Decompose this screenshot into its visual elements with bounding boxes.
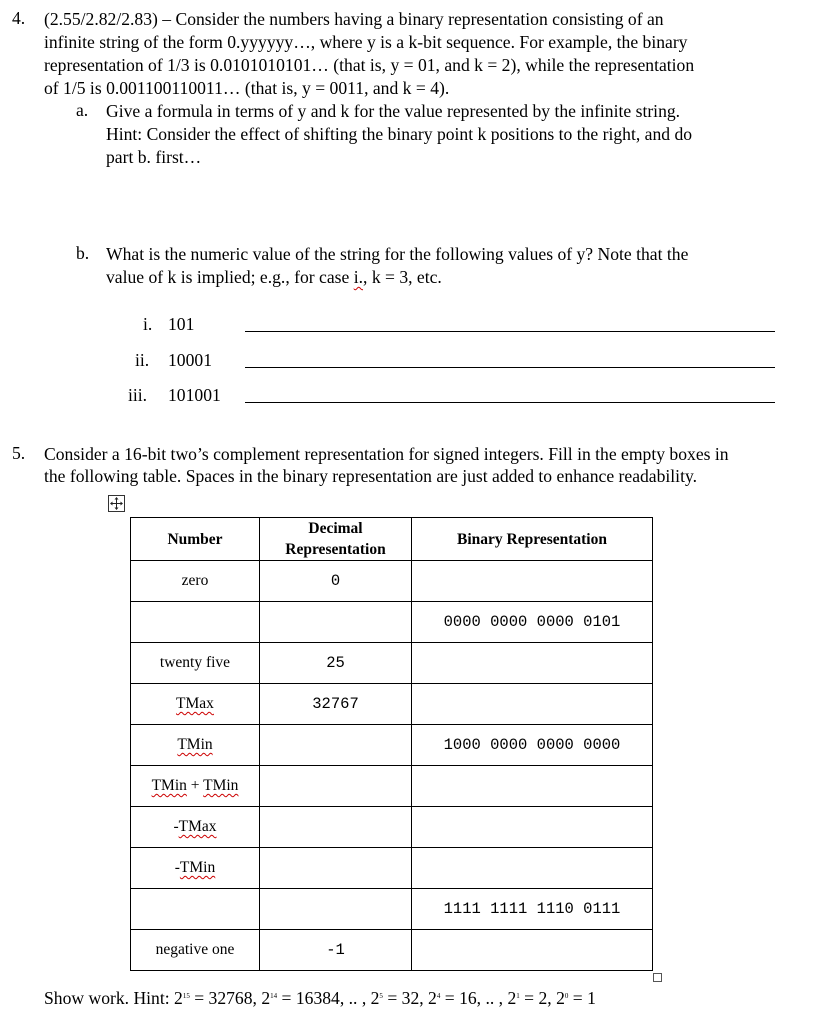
header-binary: Binary Representation [412,518,653,561]
question-4-number: 4. [12,8,26,28]
table-row [131,766,653,807]
tmin-label: TMin [177,736,213,753]
minus-sign: - [173,818,179,835]
tmax-label: TMax [176,695,214,712]
case-reference: i. [353,267,364,287]
cell-binary: 1111 1111 1110 0111 [412,889,653,930]
cell-binary[interactable] [412,643,653,684]
hint-exp: 1 [516,992,520,1000]
cell-decimal[interactable] [260,602,412,643]
table-header-row [131,518,653,561]
question-5-number: 5. [12,443,26,463]
hint-lead: Show work. Hint: 2 [44,988,183,1008]
hint-val: = 16384, .. , 2 [277,988,380,1008]
cell-binary[interactable] [412,930,653,971]
hint-val: = 2, 2 [519,988,565,1008]
item-iii-value: 101001 [168,385,221,405]
hint-val: = 16, .. , 2 [440,988,517,1008]
cell-decimal: 25 [260,643,412,684]
cell-number [131,684,260,725]
part-a-line-2: Hint: Consider the effect of shifting the binary point k positions to the right, and do [106,124,693,144]
answer-blank-ii[interactable] [245,367,775,368]
hint-exp: 0 [564,992,569,1000]
twos-complement-table [130,517,653,971]
item-iii-label: iii. [128,385,148,405]
cell-number: zero [131,561,260,602]
hint-exp: 4 [436,992,441,1000]
cell-binary: 0000 0000 0000 0101 [412,602,653,643]
cell-decimal[interactable] [260,848,412,889]
hint-val: = 32, 2 [382,988,437,1008]
question-5-line-1: Consider a 16-bit two’s complement representation for signed integers. Fill in the empty boxes in [44,444,729,464]
cell-number [131,725,260,766]
cell-decimal: -1 [260,930,412,971]
cell-number [131,766,260,807]
cell-decimal: 32767 [260,684,412,725]
part-b-line-1: What is the numeric value of the string for the following values of y? Note that the [106,244,689,264]
item-i-label: i. [143,314,153,334]
hint-exp: 5 [379,992,383,1000]
cell-binary: 1000 0000 0000 0000 [412,725,653,766]
cell-number[interactable] [131,889,260,930]
cell-decimal[interactable] [260,807,412,848]
table-row [131,848,653,889]
cell-binary[interactable] [412,561,653,602]
table-row [131,725,653,766]
question-4-line-4: of 1/5 is 0.001100110011… (that is, y = 0011, and k = 4). [44,78,450,98]
cell-binary[interactable] [412,807,653,848]
cell-decimal[interactable] [260,766,412,807]
cell-decimal[interactable] [260,725,412,766]
answer-blank-i[interactable] [245,331,775,332]
item-i-value: 101 [168,314,195,334]
minus-sign: - [174,859,180,876]
hint-val: = 1 [568,988,596,1008]
question-4-line-2: infinite string of the form 0.yyyyyy…, where y is a k-bit sequence. For example, the binary [44,32,688,52]
header-decimal-line-1: Decimal [308,520,363,537]
part-b-line-2-post: , k = 3, etc. [363,267,442,287]
cell-binary[interactable] [412,684,653,725]
tmin-label: TMin [179,859,216,876]
plus-sign: + [186,777,204,794]
header-decimal [260,518,412,561]
header-number: Number [131,518,260,561]
question-5-line-2: the following table. Spaces in the binary representation are just added to enhance readability. [44,466,698,486]
item-ii-label: ii. [135,350,150,370]
table-row [131,930,653,971]
cell-decimal: 0 [260,561,412,602]
hint-exp: 14 [270,992,278,1000]
cell-number [131,848,260,889]
table-row [131,643,653,684]
part-a-line-1: Give a formula in terms of y and k for the value represented by the infinite string. [106,101,681,121]
cell-number[interactable] [131,602,260,643]
table-row [131,807,653,848]
part-a-label: a. [76,100,89,120]
hint-line [44,985,596,1009]
hint-val: = 32768, 2 [189,988,271,1008]
part-b-line-2-pre: value of k is implied; e.g., for case [106,267,354,287]
hint-exp: 15 [182,992,190,1000]
tmin-label-b: TMin [203,777,239,794]
item-ii-value: 10001 [168,350,212,370]
tmax-label: TMax [178,818,217,835]
cell-number [131,807,260,848]
table-row [131,561,653,602]
cell-decimal[interactable] [260,889,412,930]
question-4-line-1: (2.55/2.82/2.83) – Consider the numbers having a binary representation consisting of an [44,9,664,29]
table-row [131,684,653,725]
tmin-label-a: TMin [151,777,187,794]
cell-binary[interactable] [412,848,653,889]
part-b-label: b. [76,243,90,263]
header-decimal-line-2: Representation [285,541,386,558]
answer-blank-iii[interactable] [245,402,775,403]
cell-binary[interactable] [412,766,653,807]
cell-number: twenty five [131,643,260,684]
part-a-line-3: part b. first… [106,147,202,167]
table-resize-handle[interactable] [653,973,662,982]
cell-number: negative one [131,930,260,971]
part-b-line-2 [106,266,442,288]
table-move-handle-icon[interactable] [108,495,125,512]
table-row [131,602,653,643]
table-row [131,889,653,930]
question-4-line-3: representation of 1/3 is 0.0101010101… (that is, y = 01, and k = 2), while the representation [44,55,695,75]
